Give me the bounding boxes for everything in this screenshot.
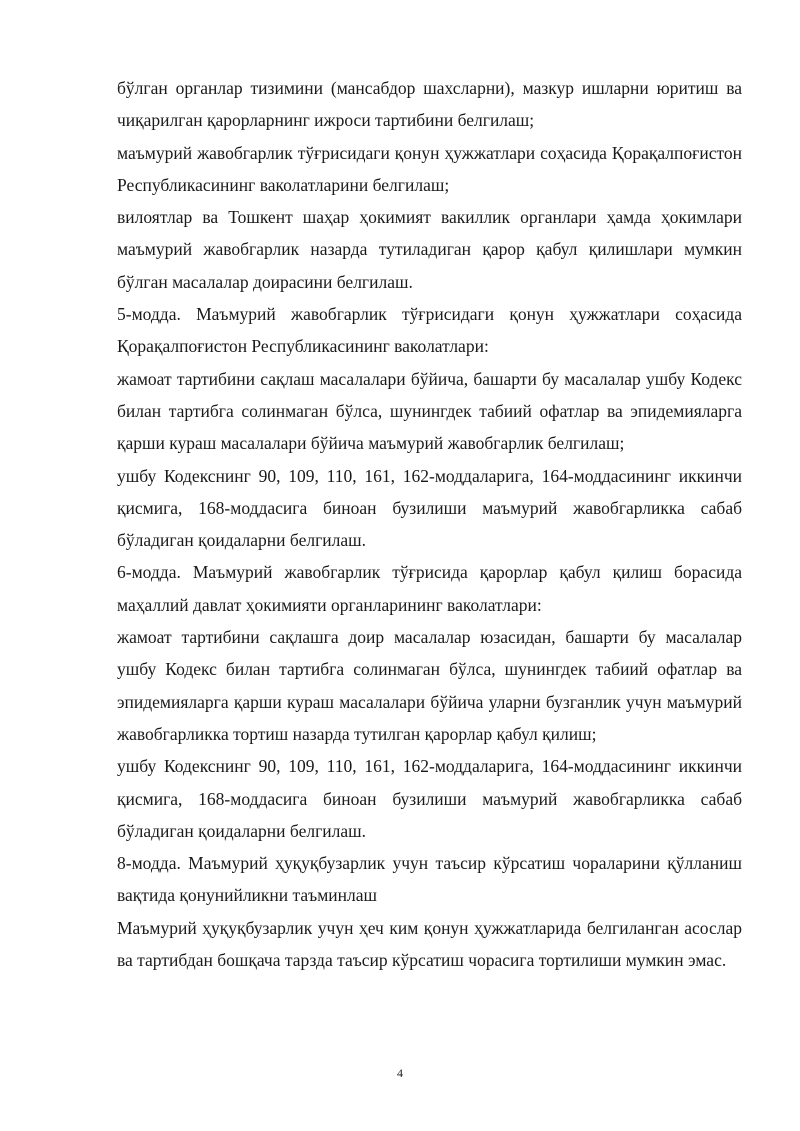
- paragraph-3: вилоятлар ва Тошкент шаҳар ҳокимият вакиллик органлари ҳамда ҳокимлари маъмурий жавобгарлик назарда тутиладиган қарор қабул қилишлари мумкин бўлган масалалар доирасини белгилаш.: [117, 207, 742, 292]
- article-5-heading: 5-модда. Маъмурий жавобгарлик тўғрисидаги қонун ҳужжатлари соҳасида Қорақалпоғистон Республикасининг ваколатлари:: [117, 304, 742, 357]
- paragraph-6: ушбу Кодекснинг 90, 109, 110, 161, 162-моддаларига, 164-моддасининг иккинчи қисмига, 168-моддасига биноан бузилиши маъмурий жавобгарликка сабаб бўладиган қоидаларни белгилаш.: [117, 465, 742, 551]
- paragraph-1: бўлган органлар тизимини (мансабдор шахсларни), мазкур ишларни юритиш ва чиқарилган қарорларнинг ижроси тартибини белгилаш;: [117, 78, 742, 131]
- page-number: 4: [397, 1066, 403, 1080]
- article-8-heading: 8-модда. Маъмурий ҳуқуқбузарлик учун таъсир кўрсатиш чораларини қўлланиш вақтида қонунийликни таъминлаш: [117, 853, 742, 906]
- paragraph-11: Маъмурий ҳуқуқбузарлик учун ҳеч ким қонун ҳужжатларида белгиланган асослар ва тартибдан бошқача тарзда таъсир кўрсатиш чорасига тортилиши мумкин эмас.: [117, 917, 742, 971]
- paragraph-9: ушбу Кодекснинг 90, 109, 110, 161, 162-моддаларига, 164-моддасининг иккинчи қисмига, 168-моддасига биноан бузилиши маъмурий жавобгарликка сабаб бўладиган қоидаларни белгилаш.: [117, 756, 742, 841]
- document-body: [117, 72, 742, 976]
- paragraph-2: маъмурий жавобгарлик тўғрисидаги қонун ҳужжатлари соҳасида Қорақалпоғистон Республикасининг ваколатларини белгилаш;: [117, 142, 742, 195]
- paragraph-8: жамоат тартибини сақлашга доир масалалар юзасидан, башарти бу масалалар ушбу Кодекс билан тартибга солинмаган бўлса, шунингдек табиий офатлар ва эпидемияларга қарши кураш масалалари бўйича уларни бузганлик учун маъмурий жавобгарликка тортиш назарда тутилган қарорлар қабул қилиш;: [117, 627, 742, 744]
- paragraph-5: жамоат тартибини сақлаш масалалари бўйича, башарти бу масалалар ушбу Кодекс билан тартибга солинмаган бўлса, шунингдек табиий офатлар ва эпидемияларга қарши кураш масалалари бўйича маъмурий жавобгарлик белгилаш;: [117, 368, 742, 454]
- article-6-heading: 6-модда. Маъмурий жавобгарлик тўғрисида қарорлар қабул қилиш борасида маҳаллий давлат ҳокимияти органларининг ваколатлари:: [117, 562, 742, 615]
